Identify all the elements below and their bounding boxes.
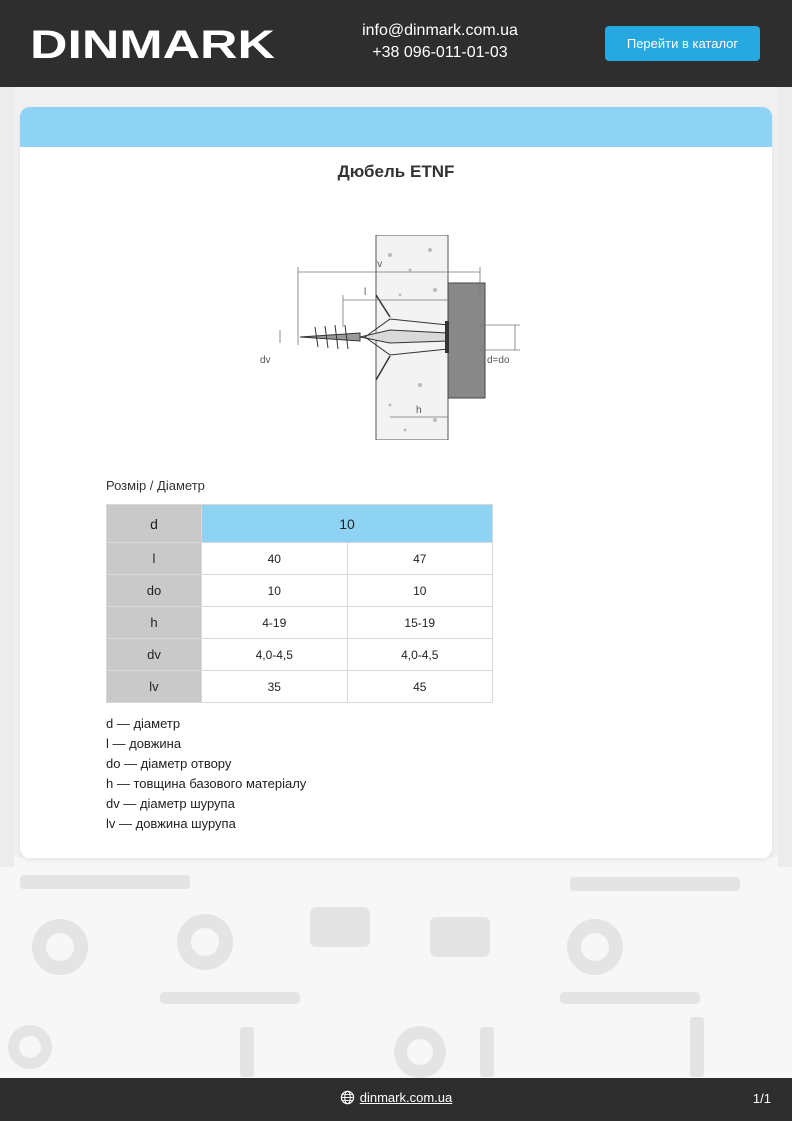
row-label: lv — [107, 671, 202, 703]
diameter-value: 10 — [202, 505, 493, 543]
legend-item: h — товщина базового матеріалу — [106, 776, 307, 791]
table-cell: 15-19 — [347, 607, 493, 639]
header — [0, 0, 792, 87]
email-link[interactable]: info@dinmark.com.ua — [362, 22, 518, 39]
legend-item: lv — довжина шурупа — [106, 816, 236, 831]
table-row — [107, 639, 493, 671]
row-label: h — [107, 607, 202, 639]
row-label: d — [107, 505, 202, 543]
table-cell: 40 — [202, 543, 348, 575]
legend — [106, 714, 306, 834]
globe-icon — [340, 1090, 355, 1105]
logo-text: DINMARK — [30, 24, 275, 64]
table-row — [107, 671, 493, 703]
site-link[interactable] — [0, 1090, 792, 1105]
table-cell: 4,0-4,5 — [202, 639, 348, 671]
legend-item: do — діаметр отвору — [106, 756, 232, 771]
table-cell: 10 — [347, 575, 493, 607]
phone-link[interactable]: +38 096-011-01-03 — [372, 44, 508, 61]
lv-dim-label: lv — [375, 259, 383, 270]
table-cell: 10 — [202, 575, 348, 607]
table-row — [107, 575, 493, 607]
table-row — [107, 543, 493, 575]
dv-dim-label: dv — [260, 355, 271, 366]
l-dim-label: l — [364, 287, 367, 298]
catalog-button[interactable]: Перейти в каталог — [605, 26, 760, 61]
legend-item: dv — діаметр шурупа — [106, 796, 235, 811]
dinmark-logo[interactable] — [30, 24, 275, 64]
site-url: dinmark.com.ua — [359, 1090, 453, 1105]
table-cell: 4-19 — [202, 607, 348, 639]
spec-table — [106, 504, 493, 703]
table-header-row — [107, 505, 493, 543]
row-label: dv — [107, 639, 202, 671]
legend-item: l — довжина — [106, 736, 182, 751]
table-cell: 47 — [347, 543, 493, 575]
dowel-diagram — [240, 235, 530, 440]
table-cell: 35 — [202, 671, 348, 703]
h-dim-label: h — [416, 405, 422, 416]
row-label: l — [107, 543, 202, 575]
page-number: 1/1 — [752, 1091, 771, 1106]
product-title: Дюбель ETNF — [337, 162, 455, 181]
card-top-bar — [20, 107, 772, 147]
size-label: Розмір / Діаметр — [106, 478, 205, 493]
table-row — [107, 607, 493, 639]
table-cell: 4,0-4,5 — [347, 639, 493, 671]
product-card — [20, 107, 772, 858]
footer — [0, 1078, 792, 1121]
d-do-dim-label: d=do — [487, 355, 510, 366]
legend-item: d — діаметр — [106, 716, 181, 731]
row-label: do — [107, 575, 202, 607]
contacts — [340, 20, 540, 64]
table-cell: 45 — [347, 671, 493, 703]
